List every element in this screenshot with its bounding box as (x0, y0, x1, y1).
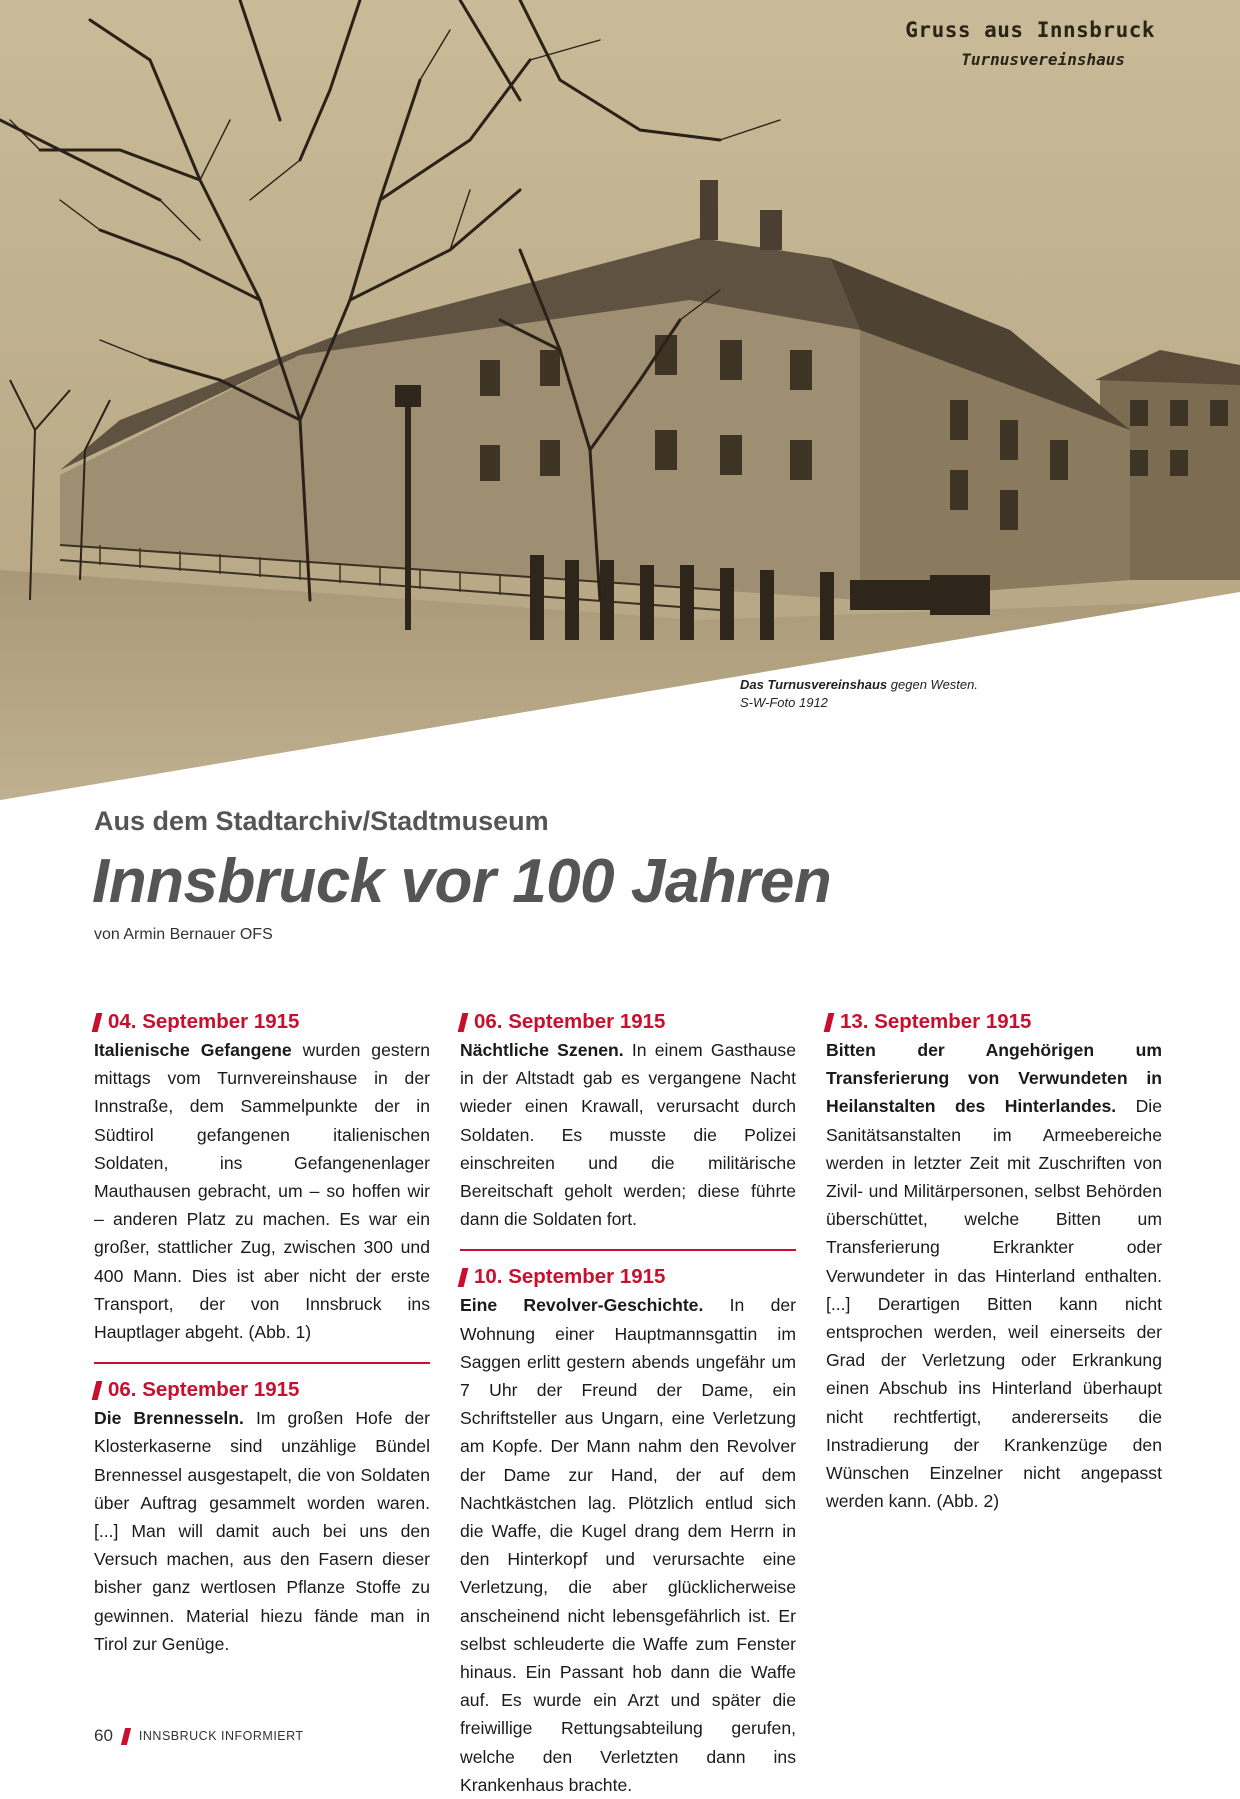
postcard-title: Gruss aus Innsbruck (905, 18, 1155, 42)
column-2 (460, 1008, 796, 1799)
article-text: Italienische Gefangene wurden gestern mittags vom Turnvereinshause in der Innstraße, dem Sammelpunkte der in Südtirol gefangenen italienischen Soldaten, ins Gefangenenlager Mauthausen gebracht, um – so hoffen wir – anderen Platz zu machen. Es war ein großer, stattlicher Zug, zwischen 300 und 400 Mann. Dies ist aber nicht der erste Transport, der von Innsbruck ins Hauptlager abgeht. (Abb. 1) (94, 1040, 430, 1343)
article-date: 04. September 1915 (94, 1008, 430, 1036)
caption-rest: gegen Westen. (887, 677, 978, 692)
slash-marker-icon (458, 1268, 469, 1287)
page-number: 60 (94, 1726, 113, 1745)
column-3 (826, 1008, 1162, 1515)
page-footer (94, 1726, 304, 1746)
postcard-subtitle: Turnusvereinshaus (961, 50, 1125, 69)
postcard-image (0, 0, 1240, 800)
photo-caption (740, 676, 978, 712)
article-text: Eine Revolver-Geschichte. In der Wohnung einer Hauptmannsgattin im Saggen erlitt gestern abends ungefähr um 7 Uhr der Freund der Dame, ein Schriftsteller aus Ungarn, eine Verletzung am Kopfe. Der Mann nahm den Revolver der Dame zur Hand, der auf dem Nachtkästchen lag. Plötzlich entlud sich die Waffe, die Kugel drang dem Herrn in den Hinterkopf und verursachte eine Verletzung, die aber glücklicherweise anscheinend nicht lebensgefährlich ist. Er selbst schleuderte die Waffe zum Fenster hinaus. Ein Passant hob dann die Waffe auf. Es wurde ein Arzt und später die freiwillige Rettungsabteilung gerufen, welche den Verletzten dann ins Krankenhaus brachte. (460, 1295, 796, 1795)
article-text: Die Brennesseln. Im großen Hofe der Klosterkaserne sind unzählige Bündel Brennessel ausgestapelt, die von Soldaten über Auftrag gesammelt worden waren. [...] Man will damit auch bei uns den Versuch machen, aus den Fasern dieser bisher ganz wertlosen Pflanze Stoffe zu gewinnen. Material hiezu fände man in Tirol zur Genüge. (94, 1408, 430, 1654)
page-title: Innsbruck vor 100 Jahren (92, 847, 832, 916)
caption-line2: S-W-Foto 1912 (740, 695, 828, 710)
section-divider (460, 1249, 796, 1251)
slash-marker-icon (92, 1381, 103, 1400)
article-date: 06. September 1915 (460, 1008, 796, 1036)
article-text: Nächtliche Szenen. In einem Gasthause in der Altstadt gab es vergangene Nacht wieder einen Krawall, verursacht durch Soldaten. Es musste die Polizei einschreiten und die militärische Bereitschaft geholt werden; diese führte dann die Soldaten fort. (460, 1040, 796, 1230)
article-date: 06. September 1915 (94, 1376, 430, 1404)
slash-marker-icon (458, 1013, 469, 1032)
article-date: 10. September 1915 (460, 1263, 796, 1291)
magazine-name: INNSBRUCK INFORMIERT (138, 1729, 304, 1743)
section-divider (94, 1362, 430, 1364)
slash-marker-icon (92, 1013, 103, 1032)
column-1 (94, 1008, 430, 1658)
article-text: Bitten der Angehörigen um Transferierung von Verwundeten in Heilanstalten des Hinterlandes. Die Sanitätsanstalten im Armeebereiche werden in letzter Zeit mit Zuschriften von Zivil- und Militärpersonen, selbst Behörden überschüttet, welche Bitten um Transferierung Erkrankter oder Verwundeter in das Hinterland enthalten. [...] Derartigen Bitten kann nicht entsprochen werden, weil einerseits der Grad der Verletzung oder Erkrankung einen Abschub ins Hinterland überhaupt nicht rechtfertigt, andererseits die Instradierung der Krankenzüge den Wünschen Einzelner nicht angepasst werden kann. (Abb. 2) (826, 1040, 1162, 1512)
slash-marker-icon (121, 1728, 131, 1745)
section-kicker: Aus dem Stadtarchiv/Stadtmuseum (94, 806, 549, 836)
article-date: 13. September 1915 (826, 1008, 1162, 1036)
slash-marker-icon (824, 1013, 835, 1032)
byline: von Armin Bernauer OFS (94, 926, 273, 943)
historic-postcard-photo (0, 0, 1240, 800)
caption-bold: Das Turnusvereinshaus (740, 677, 888, 692)
